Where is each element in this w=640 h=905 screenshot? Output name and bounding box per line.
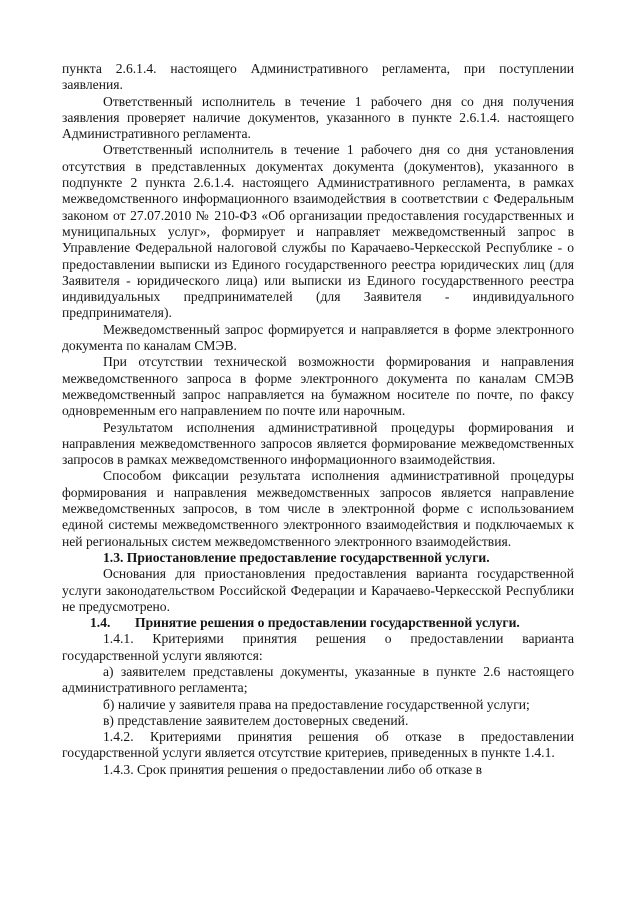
section-heading-1-4 xyxy=(62,615,574,631)
paragraph: пункта 2.6.1.4. настоящего Административного регламента, при поступлении заявления. xyxy=(62,61,574,93)
list-item: а) заявителем представлены документы, указанные в пункте 2.6 настоящего административного регламента; xyxy=(62,663,574,696)
paragraph: Ответственный исполнитель в течение 1 рабочего дня со дня установления отсутствия в представленных документах документа (документов), указанного в подпункте 2 пункта 2.6.1.4. настоящего Административного регламента, в рамках межведомственного информационного взаимодействия в соответствии с Федеральным законом от 27.07.2010 № 210-ФЗ «Об организации предоставления государственных и муниципальных услуг», формирует и направляет межведомственный запрос в Управление Федеральной налоговой службы по Карачаево-Черкесской Республике - о предоставлении выписки из Единого государственного реестра юридических лиц (для Заявителя - юридического лица) или выписки из Единого государственного реестра индивидуальных предпринимателей (для Заявителя - индивидуального предпринимателя). xyxy=(62,142,574,321)
paragraph: Основания для приостановления предоставления варианта государственной услуги законодательством Российской Федерации и Карачаево-Черкесской Республики не предусмотрено. xyxy=(62,566,574,614)
paragraph: Способом фиксации результата исполнения административной процедуры формирования и направления межведомственных запросов является направление межведомственных запросов, в том числе в электронной форме с использованием единой системы межведомственного электронного взаимодействия и подключаемых к ней региональных систем межведомственного электронного взаимодействия. xyxy=(62,468,574,549)
section-title: Принятие решения о предоставлении государственной услуги. xyxy=(135,615,520,631)
paragraph: Результатом исполнения административной процедуры формирования и направления межведомственного запросов является формирование межведомственных запросов в рамках межведомственного информационного взаимодействия. xyxy=(62,419,574,468)
paragraph: Межведомственный запрос формируется и направляется в форме электронного документа по каналам СМЭВ. xyxy=(62,321,574,354)
list-item: в) представление заявителем достоверных сведений. xyxy=(103,712,409,728)
section-heading-1-3: 1.3. Приостановление предоставление государственной услуги. xyxy=(103,549,490,565)
paragraph: Ответственный исполнитель в течение 1 рабочего дня со дня получения заявления проверяет наличие документов, указанного в пункте 2.6.1.4. настоящего Административного регламента. xyxy=(62,93,574,142)
paragraph: При отсутствии технической возможности формирования и направления межведомственного запроса в форме электронного документа по каналам СМЭВ межведомственный запрос направляется на бумажном носителе по почте, по факсу одновременным его направлением по почте или нарочным. xyxy=(62,354,574,419)
paragraph: 1.4.1. Критериями принятия решения о предоставлении варианта государственной услуги являются: xyxy=(62,631,574,663)
section-number: 1.4. xyxy=(90,615,111,631)
paragraph: 1.4.2. Критериями принятия решения об отказе в предоставлении государственной услуги является отсутствие критериев, приведенных в пункте 1.4.1. xyxy=(62,729,574,761)
list-item: б) наличие у заявителя права на предоставление государственной услуги; xyxy=(103,696,530,712)
paragraph: 1.4.3. Срок принятия решения о предоставлении либо об отказе в xyxy=(103,761,483,777)
